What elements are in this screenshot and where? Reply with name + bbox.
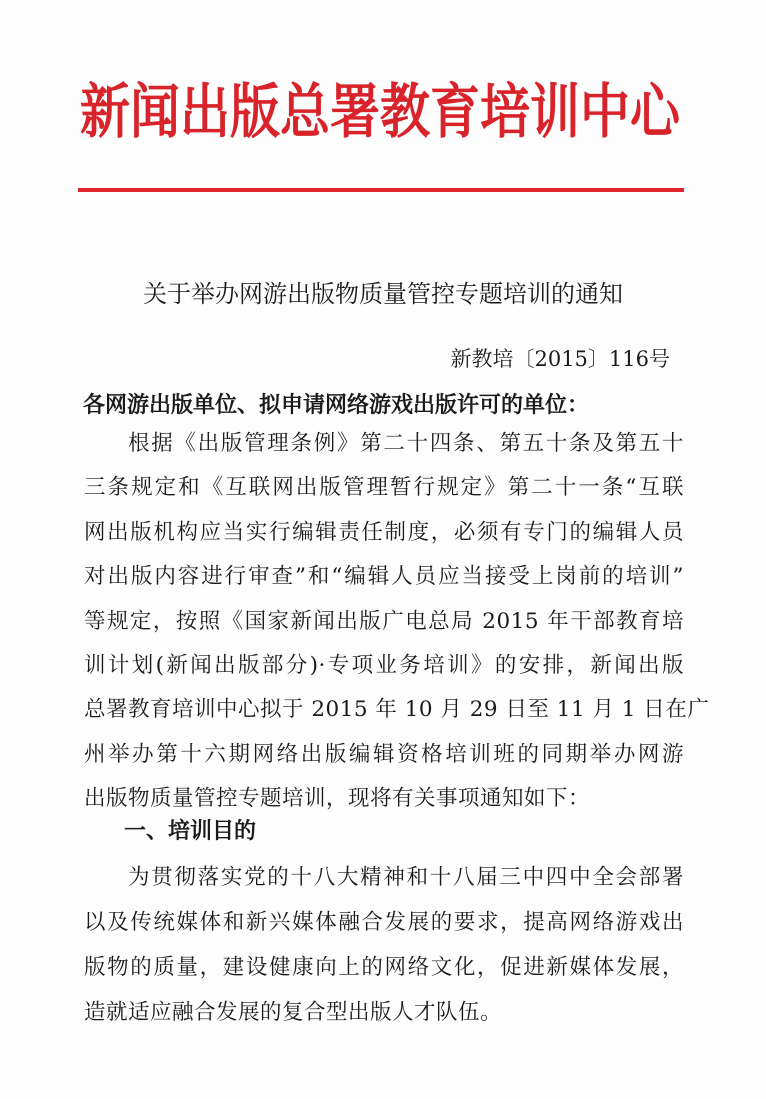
salutation: 各网游出版单位、拟申请网络游戏出版许可的单位： bbox=[83, 392, 590, 418]
document-title: 关于举办网游出版物质量管控专题培训的通知 bbox=[143, 280, 623, 308]
paragraph-line: 州举办第十六期网络出版编辑资格培训班的同期举办网游 bbox=[84, 741, 684, 767]
document-number: 新教培〔2015〕116号 bbox=[450, 347, 670, 371]
paragraph-line: 总署教育培训中心拟于 2015 年 10 月 29 日至 11 月 1 日在广 bbox=[84, 697, 710, 723]
paragraph-line: 出版物质量管控专题培训，现将有关事项通知如下： bbox=[84, 786, 591, 812]
paragraph-line: 网出版机构应当实行编辑责任制度，必须有专门的编辑人员 bbox=[84, 519, 684, 545]
section-heading: 一、培训目的 bbox=[124, 818, 257, 844]
paragraph-line: 版物的质量，建设健康向上的网络文化，促进新媒体发展， bbox=[84, 955, 684, 980]
paragraph-2 bbox=[84, 855, 684, 1035]
paragraph-line: 根据《出版管理条例》第二十四条、第五十条及第五十 bbox=[128, 431, 684, 456]
header-red-rule bbox=[78, 188, 684, 192]
paragraph-line: 对出版内容进行审查”和“编辑人员应当接受上岗前的培训” bbox=[84, 564, 684, 590]
paragraph-line: 为贯彻落实党的十八大精神和十八届三中四中全会部署 bbox=[128, 865, 684, 890]
paragraph-line: 等规定，按照《国家新闻出版广电总局 2015 年干部教育培 bbox=[84, 608, 684, 634]
organization-header: 新闻出版总署教育培训中心 bbox=[80, 76, 680, 147]
paragraph-line: 三条规定和《互联网出版管理暂行规定》第二十一条“互联 bbox=[84, 475, 684, 501]
paragraph-line: 以及传统媒体和新兴媒体融合发展的要求，提高网络游戏出 bbox=[84, 910, 684, 935]
paragraph-line: 训计划(新闻出版部分)·专项业务培训》的安排，新闻出版 bbox=[84, 653, 684, 679]
paragraph-line: 造就适应融合发展的复合型出版人才队伍。 bbox=[84, 1000, 503, 1025]
paragraph-1 bbox=[84, 422, 710, 822]
